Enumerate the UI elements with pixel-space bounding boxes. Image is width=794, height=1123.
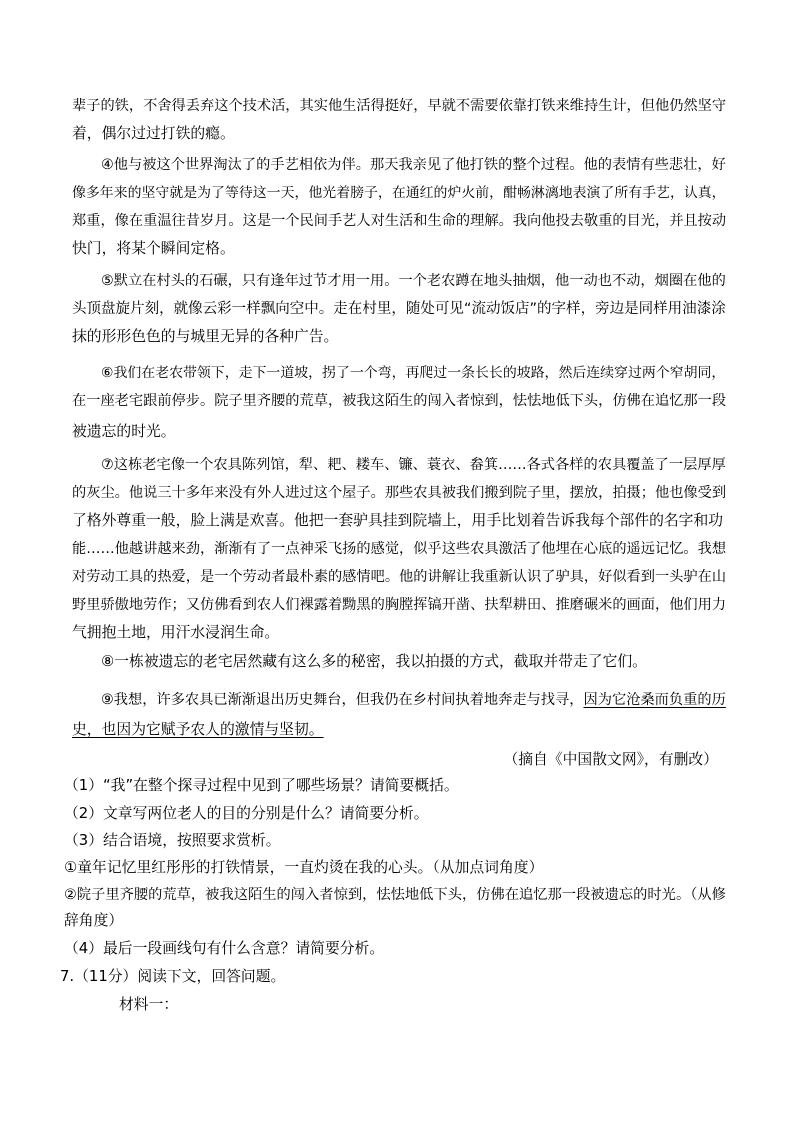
paragraph-4-line: 快门，将某个瞬间定格。	[72, 240, 235, 257]
paragraph-7-line: ⑦这栋老宅像一个农具陈列馆，犁、耙、耧车、镰、蓑衣、畚箕……各式各样的农具覆盖了一层厚厚	[101, 457, 726, 473]
paragraph-9-line	[72, 720, 324, 740]
paragraph-4-line: 像多年来的坚守就是为了等待这一天，他光着膀子，在通红的炉火前，酣畅淋漓地表演了所有手艺，认真，	[72, 185, 726, 201]
question-1: （1）“我”在整个探寻过程中见到了哪些场景？请简要概括。	[64, 777, 459, 794]
material-label: 材料一：	[119, 996, 179, 1013]
paragraph-4-line: ④他与被这个世界淘汰了的手艺相依为伴。那天我亲见了他打铁的整个过程。他的表情有些悲壮，好	[101, 157, 726, 173]
paragraph-4-line: 郑重，像在重温往昔岁月。这是一个民间手艺人对生活和生命的理解。我向他投去敬重的目光，并且按动	[72, 213, 727, 229]
paragraph-5-line: 头顶盘旋片刻，就像云彩一样飘向空中。走在村里，随处可见“流动饭店”的字样，旁边是同样用油漆涂	[72, 301, 726, 317]
paragraph-6-line: 在一座老宅跟前停步。院子里齐腰的荒草，被我这陌生的闯入者惊到，怯怯地低下头，仿佛在追忆那一段	[72, 393, 727, 409]
paragraph-7-line: 能……他越讲越来劲，渐渐有了一点神采飞扬的感觉，似乎这些农具激活了他埋在心底的遥远记忆。我想	[72, 541, 727, 557]
paragraph-6-line: ⑥我们在老农带领下，走下一道坡，拐了一个弯，再爬过一条长长的坡路，然后连续穿过两个窄胡同，	[101, 365, 726, 381]
source-note: （摘自《中国散文网》，有删改）	[503, 751, 718, 768]
paragraph-9-text: ⑨我想，许多农具已渐渐退出历史舞台，但我仍在乡村间执着地奔走与找寻，	[101, 692, 584, 708]
question-7-heading: 7.（11分）阅读下文，回答问题。	[60, 968, 286, 985]
paragraph-7-line: 对劳动工具的热爱，是一个劳动者最朴素的感情吧。他的讲解让我重新认识了驴具，好似看到一头驴在山	[72, 569, 727, 585]
question-2: （2）文章写两位老人的目的分别是什么？请简要分析。	[64, 805, 429, 822]
question-3-item-2: ②院子里齐腰的荒草，被我这陌生的闯入者惊到，怯怯地低下头，仿佛在追忆那一段被遗忘的时光。（从修	[64, 887, 726, 903]
question-3: （3）结合语境，按照要求赏析。	[64, 832, 281, 849]
paragraph-7-line: 野里骄傲地劳作；又仿佛看到农人们裸露着黝黑的胸膛挥镐开凿、扶犁耕田、推磨碾米的画面，他们用力	[72, 597, 727, 613]
paragraph-8-line: ⑧一栋被遗忘的老宅居然藏有这么多的秘密，我以拍摄的方式，截取并带走了它们。	[101, 653, 647, 670]
underlined-sentence: 因为它沧桑而负重的历	[583, 692, 726, 708]
question-3-item-2-cont: 辞角度）	[64, 912, 124, 929]
paragraph-7-line: 的灰尘。他说三十多年来没有外人进过这个屋子。那些农具被我们搬到院子里，摆放，拍摄；他也像受到	[72, 485, 727, 501]
paragraph-6-line: 被遗忘的时光。	[72, 423, 176, 440]
paragraph-7-line: 了格外尊重一般，脸上满是欢喜。他把一套驴具挂到院墙上，用手比划着告诉我每个部件的名字和功	[72, 512, 724, 529]
text-line: 着，偶尔过过打铁的瘾。	[72, 125, 235, 142]
question-3-item-1: ①童年记忆里红彤彤的打铁情景，一直灼烫在我的心头。（从加点词角度）	[64, 859, 544, 876]
paragraph-5-line: 抹的形形色色的与城里无异的各种广告。	[72, 328, 339, 345]
text-line: 辈子的铁，不舍得丢弃这个技术活，其实他生活得挺好，早就不需要依靠打铁来维持生计，但他仍然坚守	[72, 98, 727, 114]
paragraph-9-line	[101, 690, 726, 710]
underlined-sentence: 史，也因为它赋予农人的激情与坚韧。	[72, 721, 324, 738]
paragraph-5-line: ⑤默立在村头的石碾，只有逢年过节才用一用。一个老农蹲在地头抽烟，他一动也不动，烟圈在他的	[101, 273, 726, 289]
paragraph-7-line: 气拥抱土地，用汗水浸润生命。	[72, 624, 280, 641]
question-4: （4）最后一段画线句有什么含意？请简要分析。	[64, 940, 385, 957]
